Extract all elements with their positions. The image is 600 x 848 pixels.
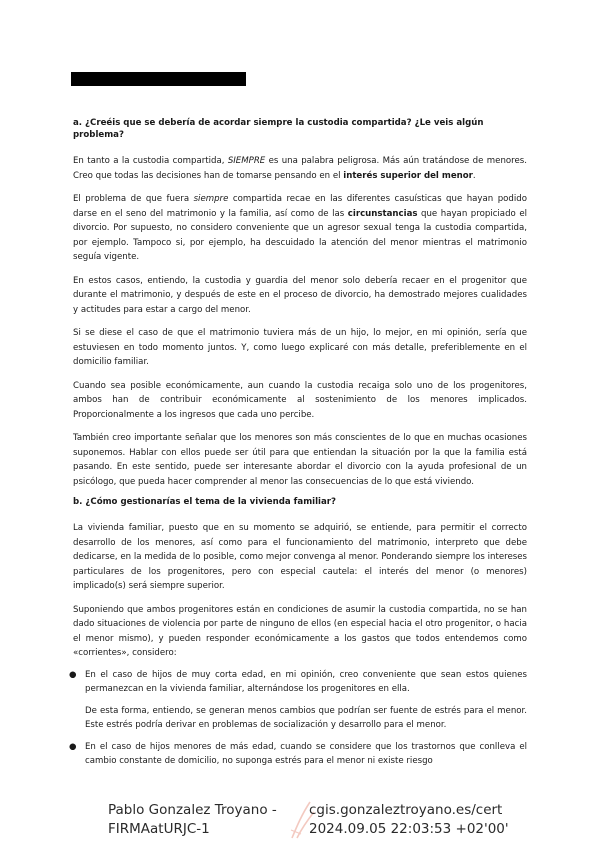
- paragraph-8: Suponiendo que ambos progenitores están en condiciones de asumir la custodia compartida, no se han dado situaciones de violencia por parte de ninguno de ellos (en especial hacia el otro progenitor, o hacia el menor mismo), y pueden responder económicamente a los gastos que todos entendemos como «corrientes», considero:: [73, 604, 527, 658]
- paragraph-7: La vivienda familiar, puesto que en su momento se adquirió, se entiende, para permitir el correcto desarrollo de los menores, así como para el funcionamiento del matrimonio, interpreto que debe dedicarse, en la medida de lo posible, como mejor convenga al menor. Ponderando siempre los intereses particulares de los progenitores, pero con especial cautela: el interés del menor (o menores) implicado(s) será siempre superior.: [73, 523, 527, 591]
- paragraph-1-bold: interés superior del menor: [343, 170, 473, 181]
- signature-timestamp: 2024.09.05 22:03:53 +02'00': [309, 821, 509, 837]
- paragraph-5: Cuando sea posible económicamente, aun cuando la custodia recaiga solo uno de los progenitores, ambos han de contribuir económicamente al sostenimiento de los menores implicados. Proporcionalmente a los ingresos que cada uno percibe.: [73, 380, 527, 420]
- paragraph-3: En estos casos, entiendo, la custodia y guardia del menor solo debería recaer en el progenitor que durante el matrimonio, y después de este en el proceso de divorcio, ha demostrado mejores cualidades y actitudes para estar a cargo del menor.: [73, 275, 527, 315]
- certificate-url: cgis.gonzaleztroyano.es/cert: [309, 802, 503, 818]
- paragraph-1-text-3: .: [472, 170, 476, 181]
- paragraph-6: También creo importante señalar que los menores son más conscientes de lo que en muchas ocasiones suponemos. Hablar con ellos puede ser útil para que entiendan la situación por la que la familia está pasando. En este sentido, puede ser interesante abordar el divorcio con la ayuda profesional de un psicólogo, que pueda hacer comprender al menor las consecuencias de lo que está viviendo.: [73, 433, 527, 487]
- paragraph-4: Si se diese el caso de que el matrimonio tuviera más de un hijo, lo mejor, en mi opinión, sería que estuviesen en todo momento juntos. Y, como luego explicaré con más detalle, preferiblemente en el domicilio familiar.: [73, 328, 527, 367]
- document-body: [69, 117, 527, 776]
- paragraph-1-text-2: es una palabra peligrosa. Más aún tratándose de menores. Creo que todas las decisiones han de tomarse pensando en el: [73, 156, 527, 181]
- paragraph-2: [73, 192, 527, 265]
- bullet-list: [69, 668, 527, 769]
- paragraph-2-text-1: El problema de que fuera: [73, 194, 194, 204]
- list-item-extra-text: De esta forma, entiendo, se generan menos cambios que podrían ser fuente de estrés para el menor. Este estrés podría derivar en problemas de socialización y desarrollo para el menor.: [85, 705, 527, 730]
- signer-name: Pablo Gonzalez Troyano -: [108, 802, 277, 818]
- redacted-name-block: [71, 72, 246, 86]
- paragraph-2-emphasis: siempre: [193, 194, 229, 204]
- question-a-heading: a. ¿Creéis que se debería de acordar siempre la custodia compartida? ¿Le veis algún problema?: [73, 118, 484, 140]
- paragraph-1-text-1: En tanto a la custodia compartida,: [73, 156, 228, 166]
- paragraph-2-bold: circunstancias: [347, 208, 418, 219]
- bullet-icon: ●: [69, 741, 77, 752]
- digital-signature-details: [309, 801, 509, 839]
- paragraph-2-text-2: compartida recae en las diferentes casuísticas que hayan podido darse en el seno del matrimonio y la familia, así como de las: [73, 194, 527, 219]
- signer-certificate-name: FIRMAatURJC-1: [108, 821, 210, 837]
- list-item-text: En el caso de hijos menores de más edad, cuando se considere que los trastornos que conlleva el cambio constante de domicilio, no suponga estrés para el menor ni existe riesgo: [85, 741, 527, 766]
- question-b-heading: b. ¿Cómo gestionarías el tema de la vivienda familiar?: [73, 497, 337, 507]
- list-item: [69, 740, 527, 769]
- bullet-icon: ●: [69, 669, 77, 680]
- list-item: [69, 668, 527, 733]
- paragraph-2-text-3: que hayan propiciado el divorcio. Por supuesto, no considero conveniente que un agresor sexual tenga la custodia compartida, por ejemplo. Tampoco si, por ejemplo, ha descuidado la atención del menor mientras el matrimonio seguía vigente.: [73, 208, 527, 262]
- digital-signature-signer: [108, 801, 277, 839]
- paragraph-1-emphasis: SIEMPRE: [227, 156, 266, 166]
- paragraph-1: [73, 154, 527, 183]
- list-item-text: En el caso de hijos de muy corta edad, en mi opinión, creo conveniente que sean estos quienes permanezcan en la vivienda familiar, alternándose los progenitores en ella.: [85, 669, 527, 694]
